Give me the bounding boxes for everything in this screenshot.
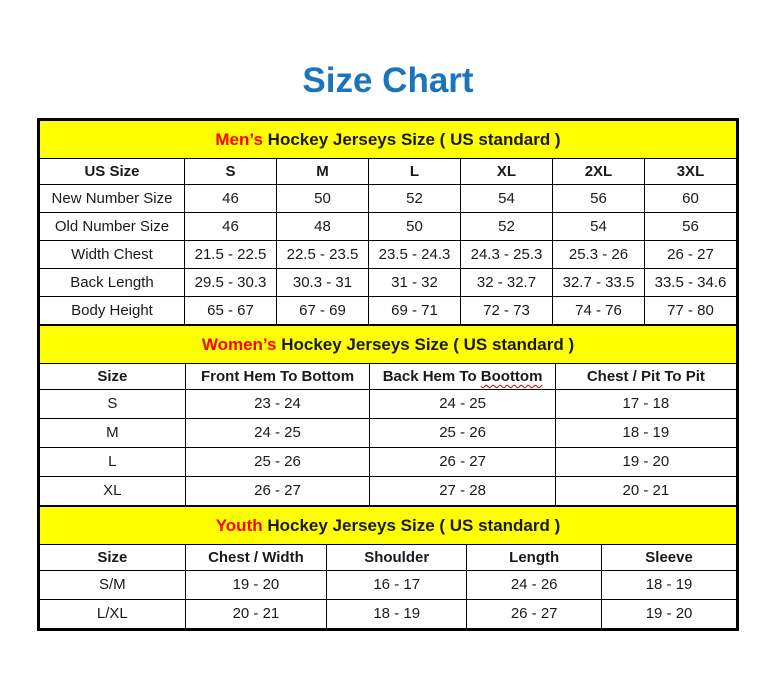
table-cell: 16 - 17	[327, 571, 467, 600]
women-row-label: XL	[40, 477, 186, 506]
table-cell: 19 - 20	[602, 600, 737, 629]
table-cell: 74 - 76	[552, 297, 644, 325]
mens-col-xl: XL	[460, 159, 552, 185]
womens-col-size: Size	[40, 364, 186, 390]
womens-col-back-hem-misspelled-word: Boottom	[480, 367, 543, 385]
mens-size-table	[39, 120, 737, 325]
table-cell: 18 - 19	[327, 600, 467, 629]
table-row	[40, 213, 737, 241]
table-cell: 31 - 32	[368, 269, 460, 297]
page-title: Size Chart	[302, 61, 474, 100]
table-cell: 29.5 - 30.3	[184, 269, 276, 297]
table-row	[40, 297, 737, 325]
table-cell: 25 - 26	[370, 419, 555, 448]
mens-header-text: Hockey Jerseys Size ( US standard )	[267, 129, 561, 149]
table-cell: 24 - 26	[467, 571, 602, 600]
mens-col-m: M	[276, 159, 368, 185]
table-cell: 24 - 25	[370, 390, 555, 419]
table-cell: 65 - 67	[184, 297, 276, 325]
table-row	[40, 390, 737, 419]
mens-col-2xl: 2XL	[552, 159, 644, 185]
table-cell: 52	[368, 185, 460, 213]
table-row	[40, 419, 737, 448]
table-row	[40, 448, 737, 477]
youth-column-header-row	[40, 545, 737, 571]
table-cell: 24 - 25	[185, 419, 370, 448]
table-cell: 17 - 18	[555, 390, 736, 419]
youth-header-text: Hockey Jerseys Size ( US standard )	[267, 515, 561, 535]
table-cell: 21.5 - 22.5	[184, 241, 276, 269]
table-cell: 67 - 69	[276, 297, 368, 325]
table-row	[40, 571, 737, 600]
table-cell: 26 - 27	[644, 241, 736, 269]
women-row-label: M	[40, 419, 186, 448]
size-chart-tables	[37, 118, 739, 631]
men-row-label: Old Number Size	[40, 213, 185, 241]
table-cell: 33.5 - 34.6	[644, 269, 736, 297]
table-cell: 30.3 - 31	[276, 269, 368, 297]
table-cell: 56	[552, 185, 644, 213]
table-cell: 50	[368, 213, 460, 241]
mens-section-header-row	[40, 121, 737, 159]
table-cell: 56	[644, 213, 736, 241]
mens-col-3xl: 3XL	[644, 159, 736, 185]
youth-row-label: L/XL	[40, 600, 186, 629]
table-cell: 50	[276, 185, 368, 213]
mens-header-accent: Men’s	[215, 129, 263, 149]
table-cell: 32.7 - 33.5	[552, 269, 644, 297]
womens-col-back-hem-prefix: Back Hem To	[382, 367, 477, 385]
table-cell: 72 - 73	[460, 297, 552, 325]
table-cell: 22.5 - 23.5	[276, 241, 368, 269]
table-cell: 26 - 27	[370, 448, 555, 477]
men-row-label: Back Length	[40, 269, 185, 297]
table-cell: 69 - 71	[368, 297, 460, 325]
mens-col-l: L	[368, 159, 460, 185]
table-row	[40, 600, 737, 629]
women-row-label: S	[40, 390, 186, 419]
youth-col-length: Length	[467, 545, 602, 571]
table-row	[40, 241, 737, 269]
table-cell: 19 - 20	[185, 571, 326, 600]
mens-col-us-size: US Size	[40, 159, 185, 185]
youth-col-chest-width: Chest / Width	[185, 545, 326, 571]
youth-header-accent: Youth	[215, 515, 263, 535]
table-row	[40, 269, 737, 297]
table-cell: 23 - 24	[185, 390, 370, 419]
womens-size-table	[39, 325, 737, 506]
table-cell: 26 - 27	[185, 477, 370, 506]
women-row-label: L	[40, 448, 186, 477]
table-cell: 18 - 19	[555, 419, 736, 448]
womens-section-header	[40, 326, 737, 364]
mens-column-header-row	[40, 159, 737, 185]
table-cell: 46	[184, 213, 276, 241]
table-cell: 54	[460, 185, 552, 213]
table-cell: 19 - 20	[555, 448, 736, 477]
youth-section-header-row	[40, 507, 737, 545]
womens-col-back-hem	[370, 364, 555, 390]
table-cell: 77 - 80	[644, 297, 736, 325]
youth-section-header	[40, 507, 737, 545]
men-row-label: Body Height	[40, 297, 185, 325]
table-cell: 52	[460, 213, 552, 241]
men-row-label: New Number Size	[40, 185, 185, 213]
table-cell: 54	[552, 213, 644, 241]
youth-size-table	[39, 506, 737, 629]
table-row	[40, 185, 737, 213]
youth-col-shoulder: Shoulder	[327, 545, 467, 571]
table-cell: 25 - 26	[185, 448, 370, 477]
table-cell: 27 - 28	[370, 477, 555, 506]
womens-col-front-hem: Front Hem To Bottom	[185, 364, 370, 390]
womens-col-chest: Chest / Pit To Pit	[555, 364, 736, 390]
youth-col-size: Size	[40, 545, 186, 571]
womens-header-text: Hockey Jerseys Size ( US standard )	[281, 334, 575, 354]
youth-col-sleeve: Sleeve	[602, 545, 737, 571]
womens-header-accent: Women’s	[201, 334, 277, 354]
men-row-label: Width Chest	[40, 241, 185, 269]
mens-section-header	[40, 121, 737, 159]
mens-col-s: S	[184, 159, 276, 185]
table-cell: 20 - 21	[555, 477, 736, 506]
table-cell: 25.3 - 26	[552, 241, 644, 269]
table-cell: 24.3 - 25.3	[460, 241, 552, 269]
table-row	[40, 477, 737, 506]
table-cell: 20 - 21	[185, 600, 326, 629]
womens-section-header-row	[40, 326, 737, 364]
table-cell: 60	[644, 185, 736, 213]
table-cell: 46	[184, 185, 276, 213]
table-cell: 26 - 27	[467, 600, 602, 629]
table-cell: 23.5 - 24.3	[368, 241, 460, 269]
womens-column-header-row	[40, 364, 737, 390]
table-cell: 18 - 19	[602, 571, 737, 600]
table-cell: 48	[276, 213, 368, 241]
youth-row-label: S/M	[40, 571, 186, 600]
table-cell: 32 - 32.7	[460, 269, 552, 297]
